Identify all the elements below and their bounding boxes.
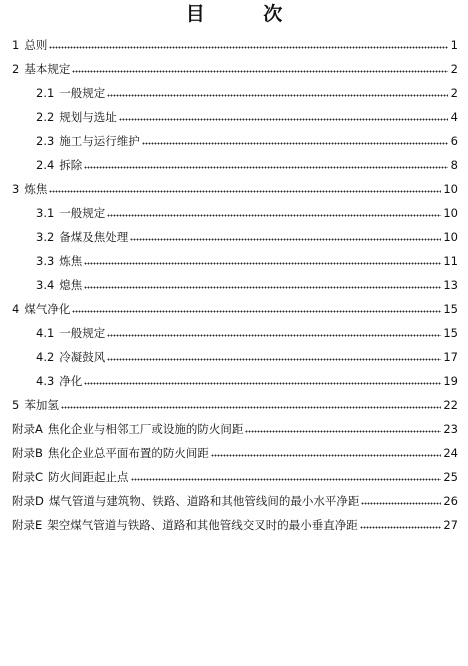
toc-entry-label: 煤气管道与建筑物、铁路、道路和其他管线间的最小水平净距 (48, 494, 360, 508)
toc-entry-label: 防火间距起止点 (48, 470, 129, 484)
dot-leader (211, 454, 441, 457)
toc-entry-label: 净化 (59, 374, 83, 388)
toc-entry-page: 22 (443, 398, 458, 412)
toc-entry-page: 8 (450, 158, 458, 172)
toc-entry-number: 4.3 (36, 374, 55, 388)
dot-leader (84, 382, 441, 385)
dot-leader (119, 118, 448, 121)
toc-entry-number: 附录B (12, 446, 43, 460)
toc-entry-page: 10 (443, 230, 458, 244)
toc-entry-label: 总则 (24, 38, 48, 52)
dot-leader (72, 70, 448, 73)
toc-entry[interactable] (12, 394, 458, 412)
toc-entry[interactable] (36, 346, 458, 364)
toc-entry-appendix[interactable] (12, 418, 458, 436)
toc-entry-page: 13 (443, 278, 458, 292)
toc-entry-number: 3 (12, 182, 20, 196)
toc-entry-page: 2 (450, 62, 458, 76)
toc-entry-number: 附录A (12, 422, 43, 436)
toc-entry-page: 24 (443, 446, 458, 460)
toc-entry-label: 炼焦 (59, 254, 83, 268)
toc-entry-number: 2 (12, 62, 20, 76)
toc-entry-number: 2.4 (36, 158, 55, 172)
toc-entry-number: 4.2 (36, 350, 55, 364)
toc-entry-number: 附录E (12, 518, 43, 532)
toc-entry-page: 10 (443, 182, 458, 196)
toc-entry-appendix[interactable] (12, 442, 458, 460)
toc-entry-appendix[interactable] (12, 490, 458, 508)
toc-entry[interactable] (36, 370, 458, 388)
dot-leader (107, 358, 441, 361)
toc-entry-label: 焦化企业与相邻工厂或设施的防火间距 (47, 422, 244, 436)
toc-entry-page: 27 (443, 518, 458, 532)
toc-entry-label: 煤气净化 (24, 302, 71, 316)
toc-entry-label: 拆除 (59, 158, 83, 172)
toc-entry-label: 一般规定 (59, 86, 106, 100)
dot-leader (84, 166, 448, 169)
toc-entry-page: 2 (450, 86, 458, 100)
dot-leader (107, 214, 441, 217)
toc-entry-page: 17 (443, 350, 458, 364)
toc-entry-label: 焦化企业总平面布置的防火间距 (47, 446, 209, 460)
toc-entry-appendix[interactable] (12, 466, 458, 484)
toc-entry-label: 施工与运行维护 (59, 134, 140, 148)
toc-entry[interactable] (12, 34, 458, 52)
toc-entry-label: 基本规定 (24, 62, 71, 76)
toc-entry-number: 3.1 (36, 206, 55, 220)
toc-entry-page: 4 (450, 110, 458, 124)
toc-entry-number: 4 (12, 302, 20, 316)
dot-leader (130, 238, 441, 241)
toc-entry-number: 5 (12, 398, 20, 412)
toc-entry-page: 25 (443, 470, 458, 484)
toc-entry-label: 一般规定 (59, 206, 106, 220)
dot-leader (360, 526, 442, 529)
toc-entry-page: 19 (443, 374, 458, 388)
toc-entry[interactable] (36, 154, 458, 172)
toc-entry-page: 1 (450, 38, 458, 52)
toc-entry-number: 3.4 (36, 278, 55, 292)
toc-entry[interactable] (12, 298, 458, 316)
toc-entry[interactable] (36, 250, 458, 268)
dot-leader (245, 430, 441, 433)
toc-entry-page: 26 (443, 494, 458, 508)
toc-entry-page: 11 (443, 254, 458, 268)
toc-entry-label: 熄焦 (59, 278, 83, 292)
toc-entry-label: 苯加氢 (24, 398, 59, 412)
toc-entry-label: 备煤及焦处理 (59, 230, 129, 244)
toc-entry[interactable] (36, 202, 458, 220)
toc-entry-label: 一般规定 (59, 326, 106, 340)
toc-entry-page: 23 (443, 422, 458, 436)
toc-entry-label: 炼焦 (24, 182, 48, 196)
toc-entry-page: 15 (443, 302, 458, 316)
toc-entry-number: 附录C (12, 470, 44, 484)
toc-entry[interactable] (36, 106, 458, 124)
toc-entry-page: 10 (443, 206, 458, 220)
dot-leader (131, 478, 442, 481)
toc-entry[interactable] (36, 130, 458, 148)
dot-leader (72, 310, 441, 313)
dot-leader (107, 334, 441, 337)
dot-leader (49, 190, 441, 193)
dot-leader (84, 286, 441, 289)
toc-entry-number: 3.3 (36, 254, 55, 268)
toc-entry-label: 规划与选址 (59, 110, 117, 124)
dot-leader (61, 406, 442, 409)
toc-entry-number: 4.1 (36, 326, 55, 340)
toc-entry[interactable] (36, 322, 458, 340)
toc-entry-page: 6 (450, 134, 458, 148)
toc-entry-number: 2.1 (36, 86, 55, 100)
toc-entry[interactable] (12, 178, 458, 196)
toc-entry-appendix[interactable] (12, 514, 458, 532)
toc-entry[interactable] (36, 82, 458, 100)
dot-leader (361, 502, 441, 505)
dot-leader (49, 46, 448, 49)
toc-entry-label: 架空煤气管道与铁路、道路和其他管线交叉时的最小垂直净距 (47, 518, 358, 532)
toc-entry-number: 3.2 (36, 230, 55, 244)
dot-leader (84, 262, 441, 265)
dot-leader (107, 94, 448, 97)
toc-entry[interactable] (12, 58, 458, 76)
toc-entry-number: 1 (12, 38, 20, 52)
toc-entry-page: 15 (443, 326, 458, 340)
toc-entry[interactable] (36, 226, 458, 244)
dot-leader (142, 142, 448, 145)
toc-entry-number: 附录D (12, 494, 44, 508)
toc-entry[interactable] (36, 274, 458, 292)
page-title: 目 次 (185, 3, 309, 25)
toc-entry-label: 冷凝鼓风 (59, 350, 106, 364)
toc-entry-number: 2.3 (36, 134, 55, 148)
toc-entry-number: 2.2 (36, 110, 55, 124)
